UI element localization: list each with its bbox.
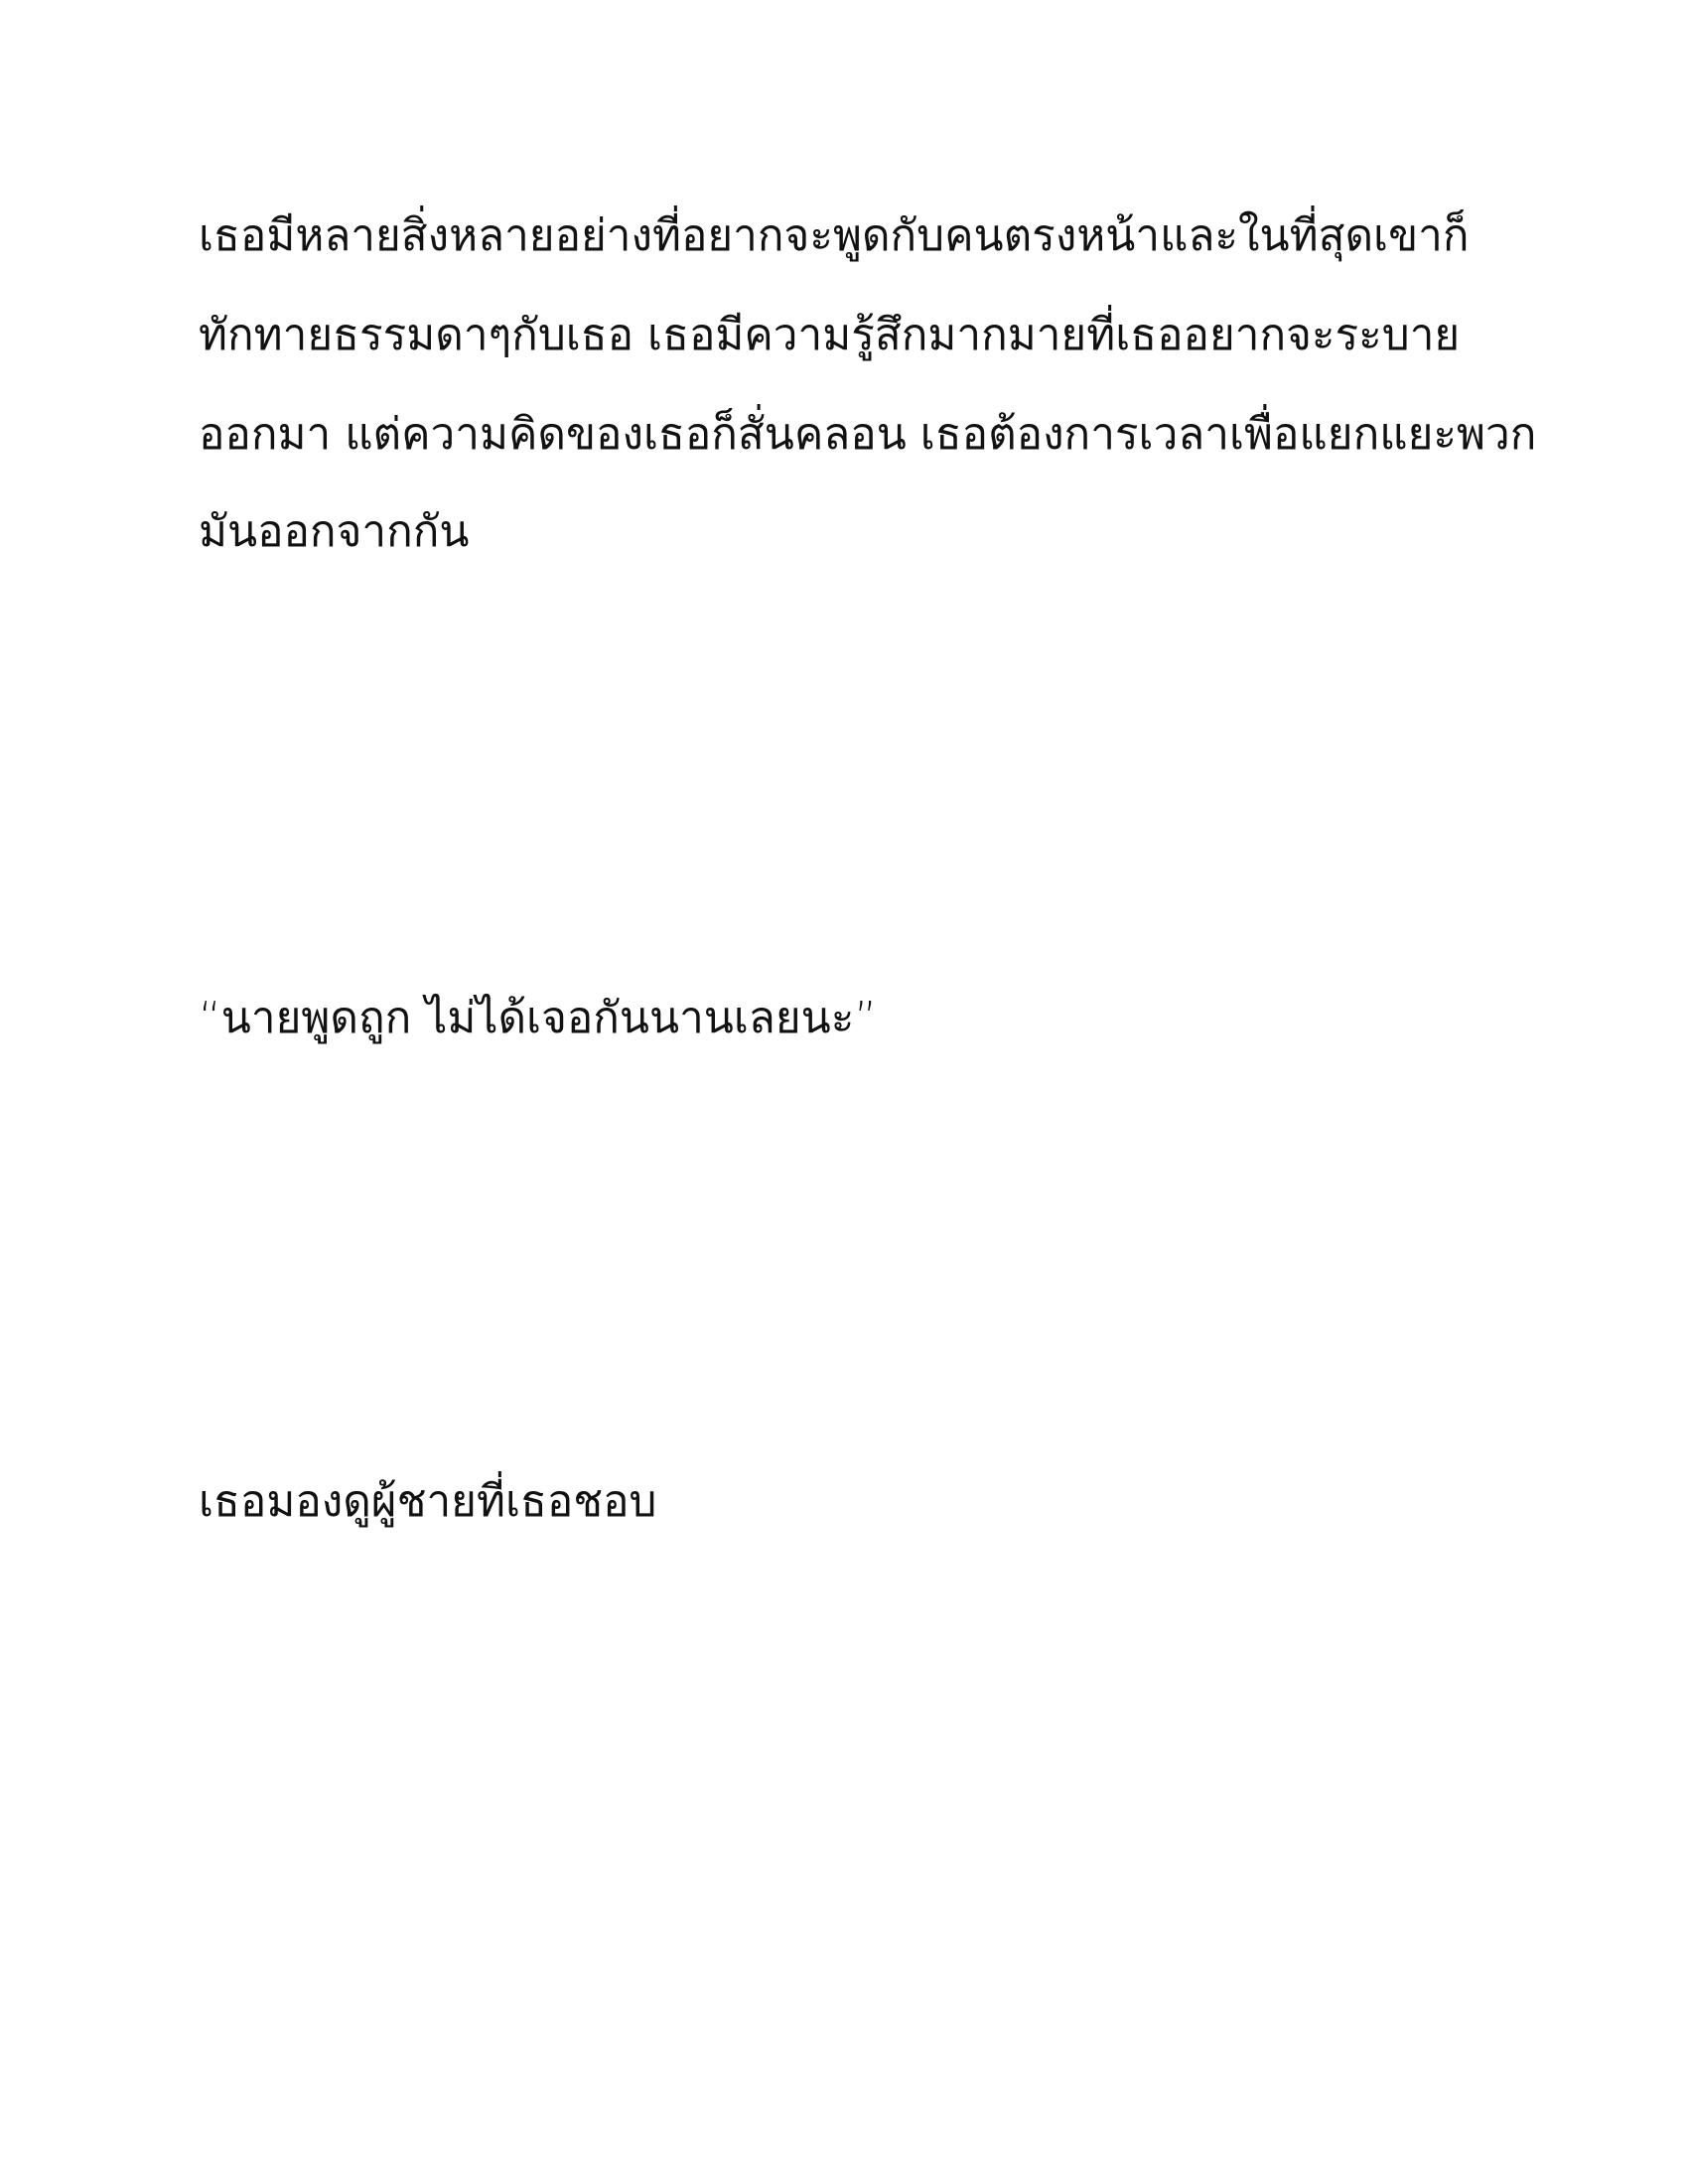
paragraph-line-2: ทักทายธรรมดาๆกับเธอ เธอมีความรู้สึกมากมายที่เธออยากจะระบาย	[199, 310, 1461, 360]
dialogue-line: “นายพูดถูก ไม่ได้เจอกันนานเลยนะ”	[199, 993, 878, 1043]
paragraph-line-3: ออกมา แต่ความคิดของเธอก็สั่นคลอน เธอต้องการเวลาเพื่อแยกแยะพวก	[199, 409, 1537, 460]
paragraph-line-1: เธอมีหลายสิ่งหลายอย่างที่อยากจะพูดกับคนตรงหน้าและในที่สุดเขาก็	[199, 210, 1470, 261]
paragraph-line-4: มันออกจากกัน	[199, 506, 470, 557]
closing-paragraph: เธอมองดูผู้ชายที่เธอชอบ	[199, 1476, 657, 1527]
